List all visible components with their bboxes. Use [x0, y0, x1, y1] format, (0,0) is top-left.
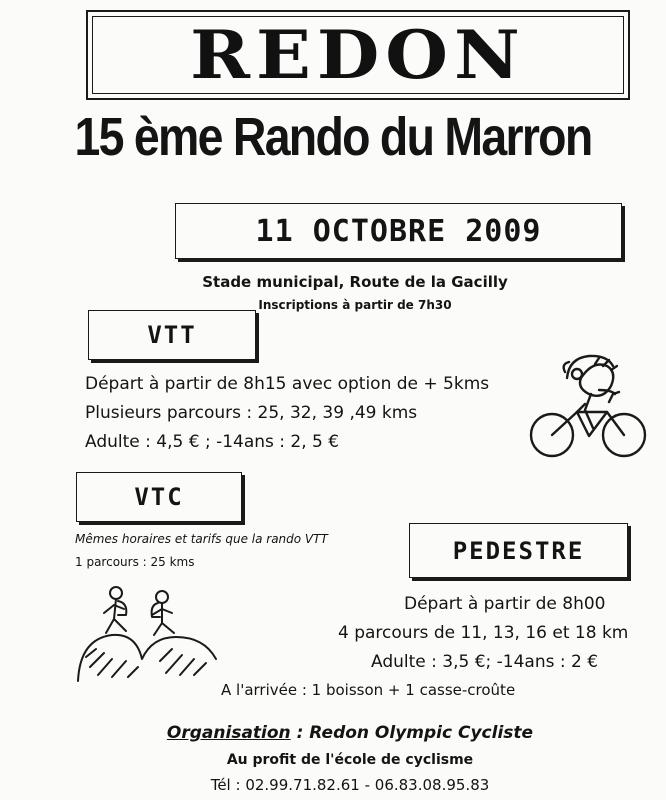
- vtt-departure: Départ à partir de 8h15 avec option de + 5kms: [85, 374, 490, 394]
- registration-time: Inscriptions à partir de 7h30: [258, 298, 452, 312]
- arrival-refreshments: A l'arrivée : 1 boisson + 1 casse-croûte: [221, 681, 516, 699]
- organisation-value: : Redon Olympic Cycliste: [290, 723, 534, 743]
- vtc-note: Mêmes horaires et tarifs que la rando VTT: [75, 532, 328, 546]
- organisation-label: Organisation: [166, 723, 291, 743]
- vtc-routes: 1 parcours : 25 kms: [75, 555, 195, 569]
- pedestre-routes: 4 parcours de 11, 13, 16 et 18 km: [338, 623, 629, 643]
- vtt-prices: Adulte : 4,5 € ; -14ans : 2, 5 €: [85, 432, 340, 452]
- vtc-label: VTC: [76, 472, 242, 522]
- cyclist-icon: [527, 350, 649, 462]
- vtt-label: VTT: [88, 310, 256, 360]
- hikers-icon: [76, 583, 218, 683]
- event-name: 15 ème Rando du Marron: [74, 107, 592, 167]
- title-frame: [86, 10, 630, 100]
- pedestre-departure: Départ à partir de 8h00: [404, 594, 606, 614]
- venue: Stade municipal, Route de la Gacilly: [202, 273, 508, 291]
- phone-numbers: Tél : 02.99.71.82.61 - 06.83.08.95.83: [210, 776, 490, 794]
- pedestre-label: PEDESTRE: [409, 523, 628, 578]
- date-frame: [175, 203, 622, 259]
- vtt-routes: Plusieurs parcours : 25, 32, 39 ,49 kms: [85, 403, 418, 423]
- town-title: REDON: [190, 15, 526, 94]
- pedestre-prices: Adulte : 3,5 €; -14ans : 2 €: [371, 652, 599, 672]
- beneficiary: Au profit de l'école de cyclisme: [226, 752, 474, 768]
- organisation: [0, 723, 666, 743]
- event-date: 11 OCTOBRE 2009: [255, 213, 542, 249]
